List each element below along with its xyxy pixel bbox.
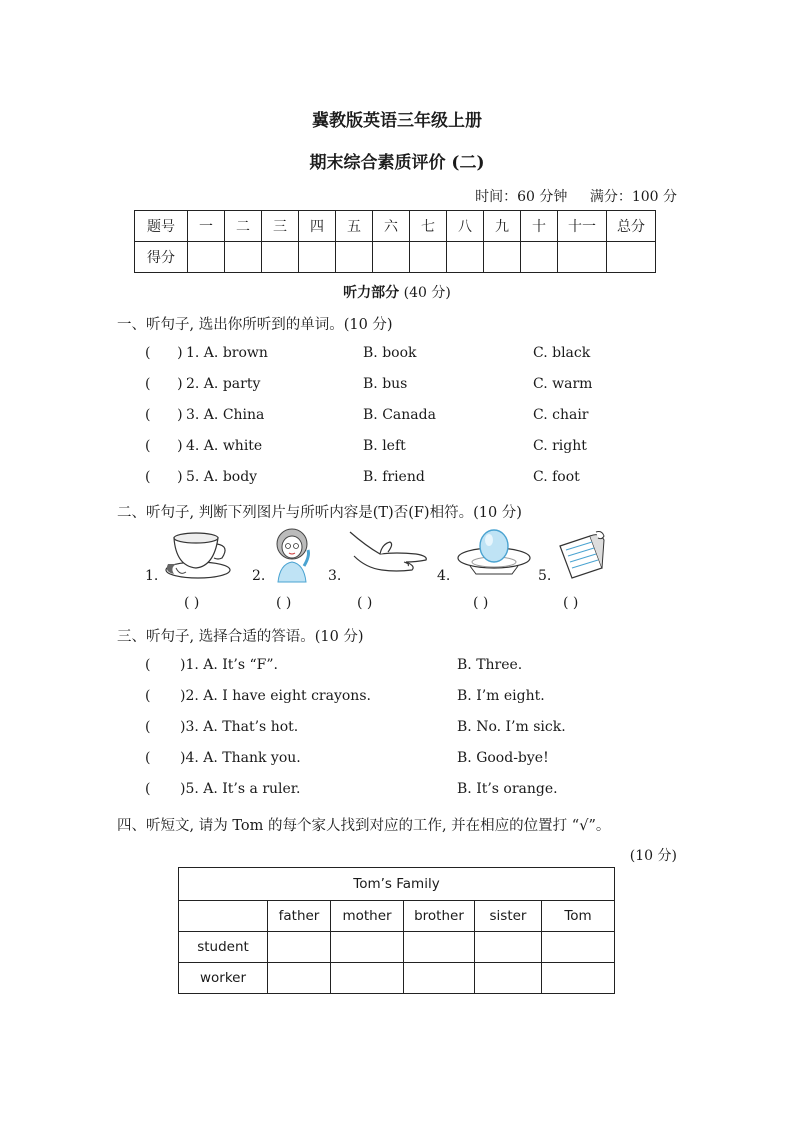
score-cell: 三 [262,211,299,242]
check-cell[interactable] [475,932,542,963]
section2-heading: 二、听句子, 判断下列图片与所听内容是(T)否(F)相符。(10 分) [117,505,522,521]
tf-bracket[interactable]: ( ) [184,595,200,611]
score-input-cell[interactable] [373,242,410,273]
score-input-cell[interactable] [521,242,558,273]
score-table-score-row [135,242,656,273]
choice-a: 2. A. party [186,376,261,392]
check-cell[interactable] [404,932,475,963]
section4-heading: 四、听短文, 请为 Tom 的每个家人找到对应的工作, 并在相应的位置打 “√”。 [117,818,611,834]
answer-paren[interactable]: ( ) [145,469,183,485]
picture-number: 1. [145,568,159,584]
choice-b: B. book [363,345,417,361]
score-input-cell[interactable] [336,242,373,273]
score-input-cell[interactable] [447,242,484,273]
score-input-cell[interactable] [410,242,447,273]
score-table [134,210,656,273]
choice-b: B. I’m eight. [457,688,545,704]
row-header: worker [179,963,268,994]
choice-a: )5. A. It’s a ruler. [180,781,301,797]
teacup-icon [162,528,234,580]
choice-a: )4. A. Thank you. [180,750,301,766]
page-subtitle: 期末综合素质评价 (二) [309,153,485,173]
score-cell: 六 [373,211,410,242]
picture-number: 4. [437,568,451,584]
answer-paren[interactable]: ( ) [145,407,183,423]
score-cell: 七 [410,211,447,242]
tf-bracket[interactable]: ( ) [276,595,292,611]
answer-paren[interactable]: ( ) [145,438,183,454]
choice-b: B. No. I’m sick. [457,719,566,735]
picture-number: 2. [252,568,266,584]
picture-number: 5. [538,568,552,584]
score-input-cell[interactable] [607,242,656,273]
answer-paren[interactable]: ( [145,781,178,797]
section4-points: (10 分) [629,848,677,864]
tf-bracket[interactable]: ( ) [563,595,579,611]
score-cell: 五 [336,211,373,242]
choice-b: B. Good-bye! [457,750,549,766]
header-blank [179,901,268,932]
choice-b: B. left [363,438,406,454]
score-cell: 二 [225,211,262,242]
score-input-cell[interactable] [484,242,521,273]
girl-icon [270,526,314,584]
choice-c: C. foot [533,469,580,485]
answer-paren[interactable]: ( ) [145,345,183,361]
score-input-cell[interactable] [558,242,607,273]
col-header: sister [475,901,542,932]
answer-paren[interactable]: ( [145,657,178,673]
score-cell: 四 [299,211,336,242]
check-cell[interactable] [268,932,331,963]
col-header: father [268,901,331,932]
choice-a: )1. A. It’s “F”. [180,657,278,673]
score-table-header-row [135,211,656,242]
exam-meta [457,186,677,206]
score-cell: 一 [188,211,225,242]
check-cell[interactable] [331,963,404,994]
col-header: brother [404,901,475,932]
check-cell[interactable] [404,963,475,994]
section1-heading: 一、听句子, 选出你所听到的单词。(10 分) [117,317,393,333]
section3-heading: 三、听句子, 选择合适的答语。(10 分) [117,629,364,645]
family-table-caption: Tom’s Family [179,868,615,901]
score-cell: 总分 [607,211,656,242]
check-cell[interactable] [331,932,404,963]
answer-paren[interactable]: ( ) [145,376,183,392]
score-cell: 十一 [558,211,607,242]
check-cell[interactable] [542,932,615,963]
book-hand-icon [556,530,608,582]
score-cell: 八 [447,211,484,242]
choice-a: 4. A. white [186,438,263,454]
score-input-cell[interactable] [188,242,225,273]
check-cell[interactable] [475,963,542,994]
choice-a: 5. A. body [186,469,258,485]
tf-bracket[interactable]: ( ) [357,595,373,611]
choice-c: C. right [533,438,587,454]
picture-number: 3. [328,568,342,584]
answer-paren[interactable]: ( [145,719,178,735]
score-input-cell[interactable] [299,242,336,273]
check-cell[interactable] [268,963,331,994]
choice-b: B. It’s orange. [457,781,558,797]
choice-a: 1. A. brown [186,345,268,361]
choice-a: )2. A. I have eight crayons. [180,688,371,704]
choice-b: B. Three. [457,657,523,673]
full-score: 满分：100 分 [589,189,677,205]
check-cell[interactable] [542,963,615,994]
score-input-cell[interactable] [225,242,262,273]
choice-b: B. bus [363,376,408,392]
hand-icon [346,526,430,578]
score-row-label: 得分 [135,242,188,273]
score-cell: 题号 [135,211,188,242]
family-table [178,867,615,994]
score-cell: 十 [521,211,558,242]
tf-bracket[interactable]: ( ) [473,595,489,611]
answer-paren[interactable]: ( [145,750,178,766]
listening-points: (40 分) [403,285,451,301]
choice-a: 3. A. China [186,407,265,423]
time-limit: 时间：60 分钟 [475,189,568,205]
answer-paren[interactable]: ( [145,688,178,704]
score-input-cell[interactable] [262,242,299,273]
col-header: mother [331,901,404,932]
choice-c: C. chair [533,407,589,423]
score-cell: 九 [484,211,521,242]
choice-b: B. friend [363,469,425,485]
choice-c: C. black [533,345,591,361]
egg-on-plate-icon [456,526,532,578]
col-header: Tom [542,901,615,932]
table-row [179,932,615,963]
page-title: 冀教版英语三年级上册 [312,111,482,131]
table-row [179,963,615,994]
choice-b: B. Canada [363,407,436,423]
family-table-header [179,901,615,932]
choice-c: C. warm [533,376,593,392]
choice-a: )3. A. That’s hot. [180,719,299,735]
row-header: student [179,932,268,963]
listening-label: 听力部分 [343,285,400,301]
listening-heading [0,282,794,302]
